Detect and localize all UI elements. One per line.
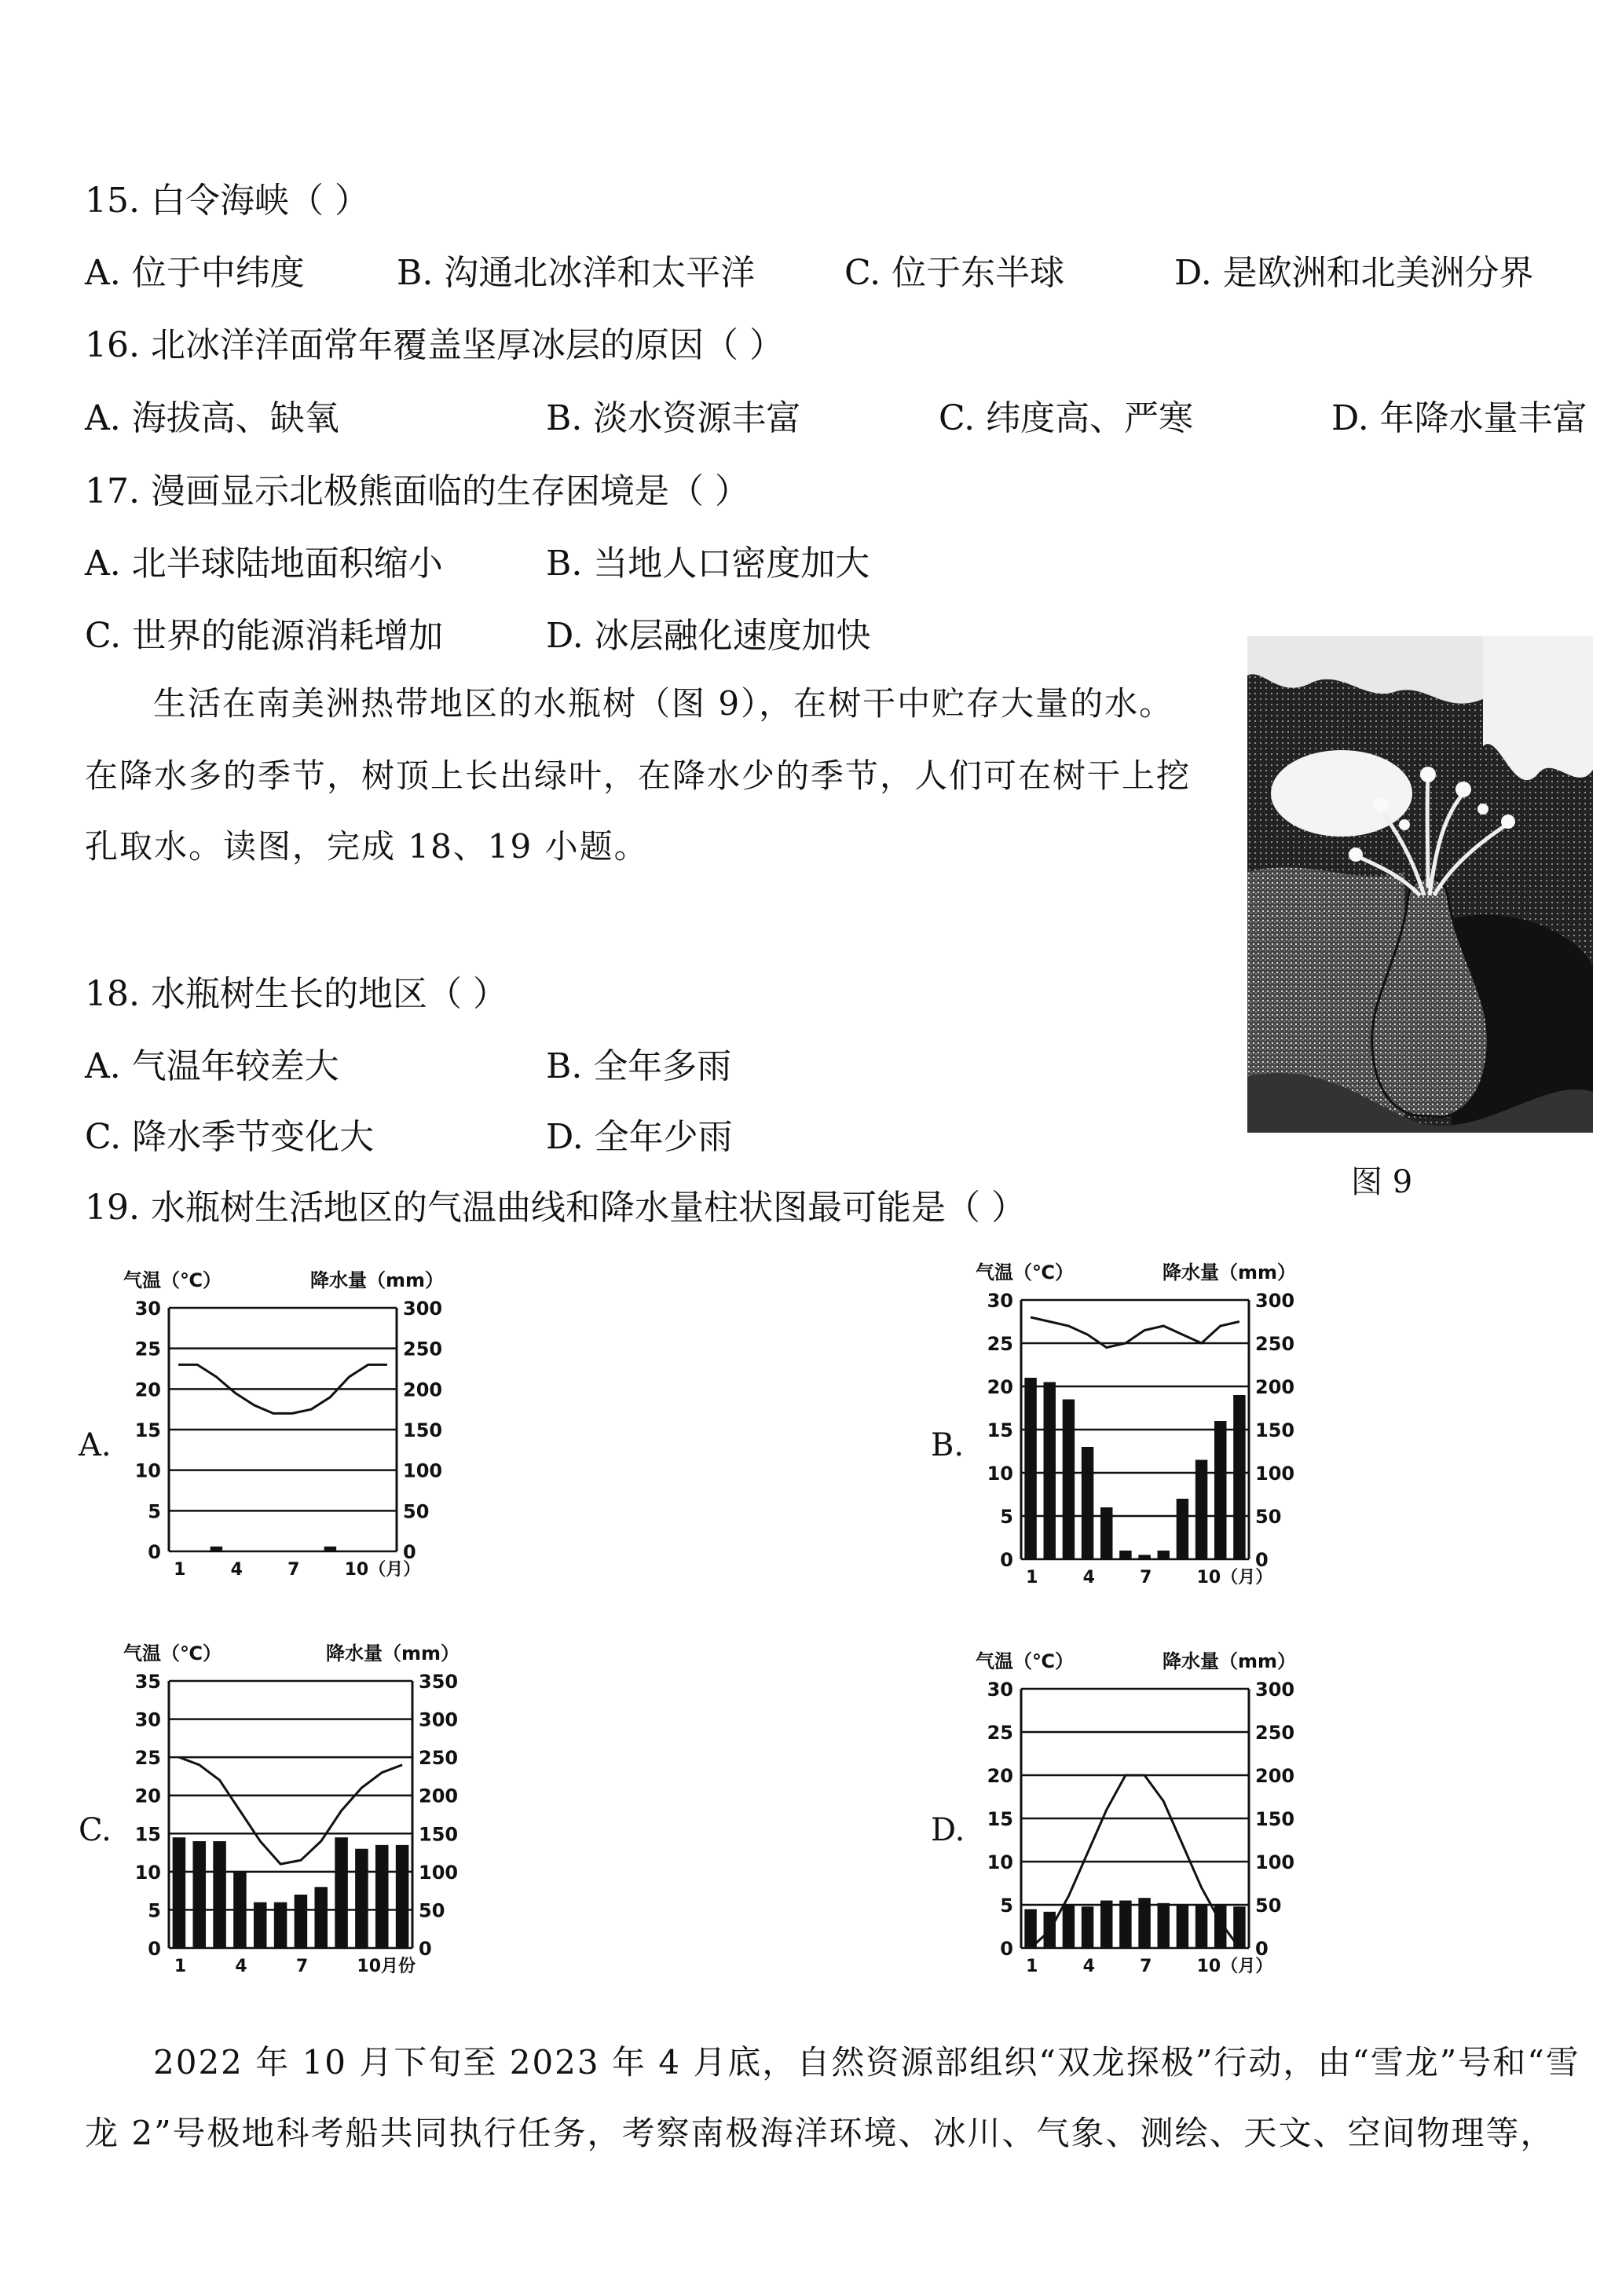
chart-b-option-label: B. — [931, 1427, 965, 1463]
q15-option-b: B. 沟通北冰洋和太平洋 — [397, 253, 756, 293]
x-tick-label: 7 — [287, 1560, 300, 1580]
precip-bar-month-1 — [173, 1837, 186, 1948]
left-axis-title: 气温（℃） — [123, 1642, 222, 1664]
q18-option-a: A. 气温年较差大 — [85, 1046, 339, 1086]
precip-bar-month-3 — [1063, 1905, 1075, 1948]
precip-tick-label: 50 — [1255, 1506, 1282, 1528]
figure9-caption: 图 9 — [1351, 1164, 1413, 1200]
temp-tick-label: 20 — [134, 1785, 161, 1807]
climate-chart-d — [974, 1646, 1304, 1991]
left-axis-title: 气温（℃） — [976, 1262, 1075, 1283]
q16-option-b: B. 淡水资源丰富 — [546, 398, 801, 438]
precip-bar-month-11 — [1214, 1421, 1226, 1559]
temp-tick-label: 30 — [987, 1290, 1013, 1312]
precip-bar-month-4 — [1082, 1447, 1093, 1559]
precip-bar-month-3 — [211, 1547, 222, 1551]
precip-tick-label: 50 — [403, 1500, 430, 1523]
precip-bar-month-4 — [233, 1872, 247, 1948]
x-tick-label: 4 — [235, 1957, 247, 1976]
precip-bar-month-6 — [274, 1902, 287, 1948]
x-tick-label: 1 — [174, 1560, 186, 1580]
precip-tick-label: 200 — [1255, 1376, 1295, 1398]
precip-tick-label: 0 — [419, 1938, 432, 1960]
precip-bar-month-8 — [1158, 1903, 1170, 1948]
precip-bar-month-8 — [314, 1887, 328, 1948]
precip-bar-month-7 — [1138, 1898, 1150, 1948]
x-tick-label: 1 — [174, 1957, 187, 1976]
temp-tick-label: 5 — [148, 1899, 161, 1922]
precip-tick-label: 300 — [1255, 1679, 1295, 1701]
temp-tick-label: 20 — [134, 1379, 161, 1401]
passage1-line-1: 生活在南美洲热带地区的水瓶树（图 9），在树干中贮存大量的水。 — [153, 684, 1174, 723]
precip-bar-month-1 — [1024, 1910, 1036, 1949]
q16-stem: 16. 北冰洋洋面常年覆盖坚厚冰层的原因（ ） — [85, 325, 784, 365]
precip-bar-month-6 — [1119, 1551, 1131, 1559]
precip-tick-label: 250 — [1255, 1333, 1295, 1355]
x-tick-label: 1 — [1026, 1957, 1038, 1976]
temp-tick-label: 10 — [134, 1861, 161, 1884]
precip-bar-month-2 — [192, 1841, 206, 1948]
x-tick-label: 7 — [1140, 1957, 1152, 1976]
temp-tick-label: 10 — [987, 1463, 1013, 1485]
temp-tick-label: 5 — [1000, 1506, 1013, 1528]
q15-option-a: A. 位于中纬度 — [85, 253, 305, 293]
temp-tick-label: 0 — [148, 1541, 161, 1563]
precip-bar-month-4 — [1082, 1906, 1093, 1948]
precip-bar-month-3 — [1063, 1400, 1075, 1560]
temp-tick-label: 15 — [987, 1808, 1013, 1830]
precip-bar-month-7 — [295, 1895, 308, 1948]
q17-option-a: A. 北半球陆地面积缩小 — [85, 544, 443, 584]
temp-tick-label: 15 — [134, 1823, 161, 1846]
q17-stem: 17. 漫画显示北极熊面临的生存困境是（ ） — [85, 471, 749, 511]
precip-tick-label: 200 — [419, 1785, 459, 1807]
x-tick-label: 10（月） — [1196, 1568, 1273, 1587]
precip-tick-label: 150 — [403, 1419, 443, 1441]
q15-option-c: C. 位于东半球 — [844, 253, 1065, 293]
precip-bar-month-10 — [355, 1849, 368, 1948]
temp-tick-label: 0 — [1000, 1549, 1013, 1571]
precip-tick-label: 250 — [419, 1747, 459, 1770]
precip-bar-month-10 — [1195, 1905, 1207, 1948]
temp-tick-label: 10 — [134, 1459, 161, 1482]
bottle-tree-photo — [1247, 636, 1593, 1133]
precip-bar-month-9 — [324, 1547, 336, 1551]
precip-bar-month-9 — [335, 1837, 348, 1948]
precip-tick-label: 200 — [1255, 1765, 1295, 1787]
q16-option-c: C. 纬度高、严寒 — [939, 398, 1194, 438]
x-tick-label: 10月份 — [357, 1957, 416, 1976]
left-axis-title: 气温（℃） — [976, 1650, 1075, 1672]
precip-tick-label: 100 — [1255, 1463, 1295, 1485]
climate-chart-c — [122, 1638, 467, 1991]
temp-tick-label: 0 — [148, 1938, 161, 1960]
precip-bar-month-9 — [1177, 1905, 1188, 1948]
x-tick-label: 10（月） — [1196, 1957, 1273, 1976]
temp-tick-label: 5 — [148, 1500, 161, 1523]
temp-tick-label: 10 — [987, 1851, 1013, 1873]
precip-tick-label: 250 — [1255, 1722, 1295, 1744]
right-axis-title: 降水量（mm） — [310, 1269, 445, 1291]
x-tick-label: 7 — [295, 1957, 309, 1976]
precip-bar-month-3 — [213, 1841, 226, 1948]
precip-tick-label: 0 — [1255, 1549, 1269, 1571]
passage2-line-2: 龙 2”号极地科考船共同执行任务，考察南极海洋环境、冰川、气象、测绘、天文、空间物理等， — [85, 2114, 1555, 2152]
precip-tick-label: 300 — [1255, 1290, 1295, 1312]
left-axis-title: 气温（℃） — [123, 1269, 222, 1291]
x-tick-label: 4 — [1082, 1568, 1095, 1587]
precip-tick-label: 150 — [1255, 1419, 1295, 1441]
precip-bar-month-11 — [375, 1845, 389, 1948]
temp-tick-label: 20 — [987, 1376, 1013, 1398]
climate-chart-b — [974, 1257, 1304, 1602]
q18-option-c: C. 降水季节变化大 — [85, 1117, 375, 1157]
precip-tick-label: 100 — [1255, 1851, 1295, 1873]
passage1-line-2: 在降水多的季节，树顶上长出绿叶，在降水少的季节，人们可在树干上挖 — [85, 756, 1192, 795]
temp-tick-label: 20 — [987, 1765, 1013, 1787]
precip-bar-month-12 — [396, 1845, 409, 1948]
q17-option-c: C. 世界的能源消耗增加 — [85, 616, 444, 656]
precip-tick-label: 200 — [403, 1379, 443, 1401]
temp-tick-label: 15 — [987, 1419, 1013, 1441]
temp-tick-label: 35 — [134, 1671, 161, 1693]
temp-tick-label: 30 — [987, 1679, 1013, 1701]
temp-tick-label: 25 — [134, 1338, 161, 1360]
precip-tick-label: 0 — [403, 1541, 416, 1563]
precip-tick-label: 50 — [1255, 1895, 1282, 1917]
chart-d-option-label: D. — [931, 1812, 965, 1848]
precip-bar-month-12 — [1233, 1395, 1245, 1559]
precip-tick-label: 250 — [403, 1338, 443, 1360]
chart-c-option-label: C. — [79, 1812, 112, 1848]
precip-bar-month-2 — [1044, 1382, 1056, 1560]
precip-tick-label: 100 — [403, 1459, 443, 1482]
temp-tick-label: 30 — [134, 1708, 161, 1731]
temperature-line — [179, 1757, 402, 1864]
temp-tick-label: 25 — [987, 1722, 1013, 1744]
q19-stem: 19. 水瓶树生活地区的气温曲线和降水量柱状图最可能是（ ） — [85, 1188, 1026, 1228]
climate-chart-a — [122, 1265, 452, 1595]
q18-option-b: B. 全年多雨 — [546, 1046, 732, 1086]
q17-option-d: D. 冰层融化速度加快 — [546, 616, 871, 656]
precip-bar-month-5 — [1100, 1507, 1112, 1559]
precip-bar-month-5 — [1100, 1901, 1112, 1949]
temp-tick-label: 30 — [134, 1298, 161, 1320]
precip-tick-label: 300 — [403, 1298, 443, 1320]
x-tick-label: 10（月） — [344, 1560, 421, 1580]
q15-option-d: D. 是欧洲和北美洲分界 — [1174, 253, 1534, 293]
q18-option-d: D. 全年少雨 — [546, 1117, 733, 1157]
q16-option-d: D. 年降水量丰富 — [1331, 398, 1587, 438]
precip-bar-month-5 — [254, 1902, 267, 1948]
x-tick-label: 7 — [1140, 1568, 1152, 1587]
precip-bar-month-8 — [1158, 1551, 1170, 1559]
temp-tick-label: 25 — [134, 1747, 161, 1770]
precip-tick-label: 150 — [1255, 1808, 1295, 1830]
x-tick-label: 4 — [230, 1560, 243, 1580]
q15-stem: 15. 白令海峡（ ） — [85, 181, 369, 221]
precip-tick-label: 0 — [1255, 1938, 1269, 1960]
passage1-line-3: 孔取水。读图，完成 18、19 小题。 — [85, 827, 649, 866]
x-tick-label: 1 — [1026, 1568, 1038, 1587]
precip-tick-label: 300 — [419, 1708, 459, 1731]
right-axis-title: 降水量（mm） — [326, 1642, 460, 1664]
precip-tick-label: 50 — [419, 1899, 445, 1922]
temp-tick-label: 5 — [1000, 1895, 1013, 1917]
temp-tick-label: 25 — [987, 1333, 1013, 1355]
bottle-tree-illustration — [1247, 636, 1593, 1133]
precip-bar-month-9 — [1177, 1499, 1188, 1559]
q16-option-a: A. 海拔高、缺氧 — [85, 398, 339, 438]
temp-tick-label: 0 — [1000, 1938, 1013, 1960]
precip-bar-month-7 — [1138, 1555, 1150, 1560]
precip-tick-label: 150 — [419, 1823, 459, 1846]
precip-bar-month-6 — [1119, 1901, 1131, 1949]
q17-option-b: B. 当地人口密度加大 — [546, 544, 870, 584]
precip-bar-month-10 — [1195, 1460, 1207, 1560]
precip-tick-label: 350 — [419, 1671, 459, 1693]
precip-bar-month-1 — [1024, 1378, 1036, 1559]
right-axis-title: 降水量（mm） — [1162, 1262, 1297, 1283]
passage2-line-1: 2022 年 10 月下旬至 2023 年 4 月底，自然资源部组织“双龙探极”行动，由“雪龙”号和“雪 — [153, 2043, 1580, 2082]
x-tick-label: 4 — [1082, 1957, 1095, 1976]
q18-stem: 18. 水瓶树生长的地区（ ） — [85, 974, 507, 1014]
chart-a-option-label: A. — [79, 1427, 112, 1463]
temp-tick-label: 15 — [134, 1419, 161, 1441]
precip-tick-label: 100 — [419, 1861, 459, 1884]
right-axis-title: 降水量（mm） — [1162, 1650, 1297, 1672]
